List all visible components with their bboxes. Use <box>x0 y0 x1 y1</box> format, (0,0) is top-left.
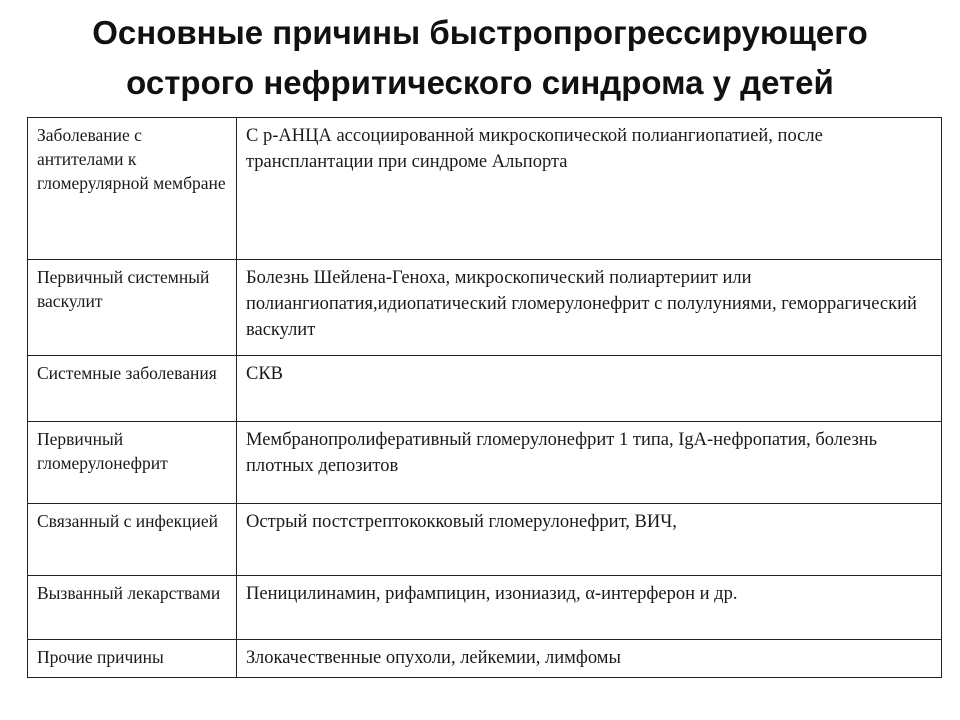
description-cell: Пеницилинамин, рифампицин, изониазид, α-интерферон и др. <box>237 576 942 640</box>
slide-title-line-1: Основные причины быстропрогрессирующего <box>92 14 868 51</box>
description-cell: СКВ <box>237 356 942 422</box>
description-cell: Острый постстрептококковый гломерулонефрит, ВИЧ, <box>237 504 942 576</box>
category-cell: Первичный системный васкулит <box>28 260 237 356</box>
slide-title-line-2: острого нефритического синдрома у детей <box>126 64 834 101</box>
description-cell: Злокачественные опухоли, лейкемии, лимфомы <box>237 640 942 678</box>
table-row <box>28 356 942 422</box>
table-row <box>28 504 942 576</box>
table-row <box>28 118 942 260</box>
slide-title <box>0 8 960 108</box>
category-cell: Системные заболевания <box>28 356 237 422</box>
description-cell: С р-АНЦА ассоциированной микроскопической полиангиопатией, после трансплантации при синдроме Альпорта <box>237 118 942 260</box>
table-row <box>28 422 942 504</box>
causes-table <box>27 117 942 678</box>
category-cell: Заболевание с антителами к гломерулярной мембране <box>28 118 237 260</box>
category-cell: Прочие причины <box>28 640 237 678</box>
category-cell: Первичный гломерулонефрит <box>28 422 237 504</box>
table-row <box>28 576 942 640</box>
category-cell: Связанный с инфекцией <box>28 504 237 576</box>
description-cell: Болезнь Шейлена-Геноха, микроскопический полиартериит или полиангиопатия,идиопатический гломерулонефрит с полулуниями, геморрагический васкулит <box>237 260 942 356</box>
table-row <box>28 260 942 356</box>
table-row <box>28 640 942 678</box>
description-cell: Мембранопролиферативный гломерулонефрит 1 типа, IgA-нефропатия, болезнь плотных депозитов <box>237 422 942 504</box>
category-cell: Вызванный лекарствами <box>28 576 237 640</box>
